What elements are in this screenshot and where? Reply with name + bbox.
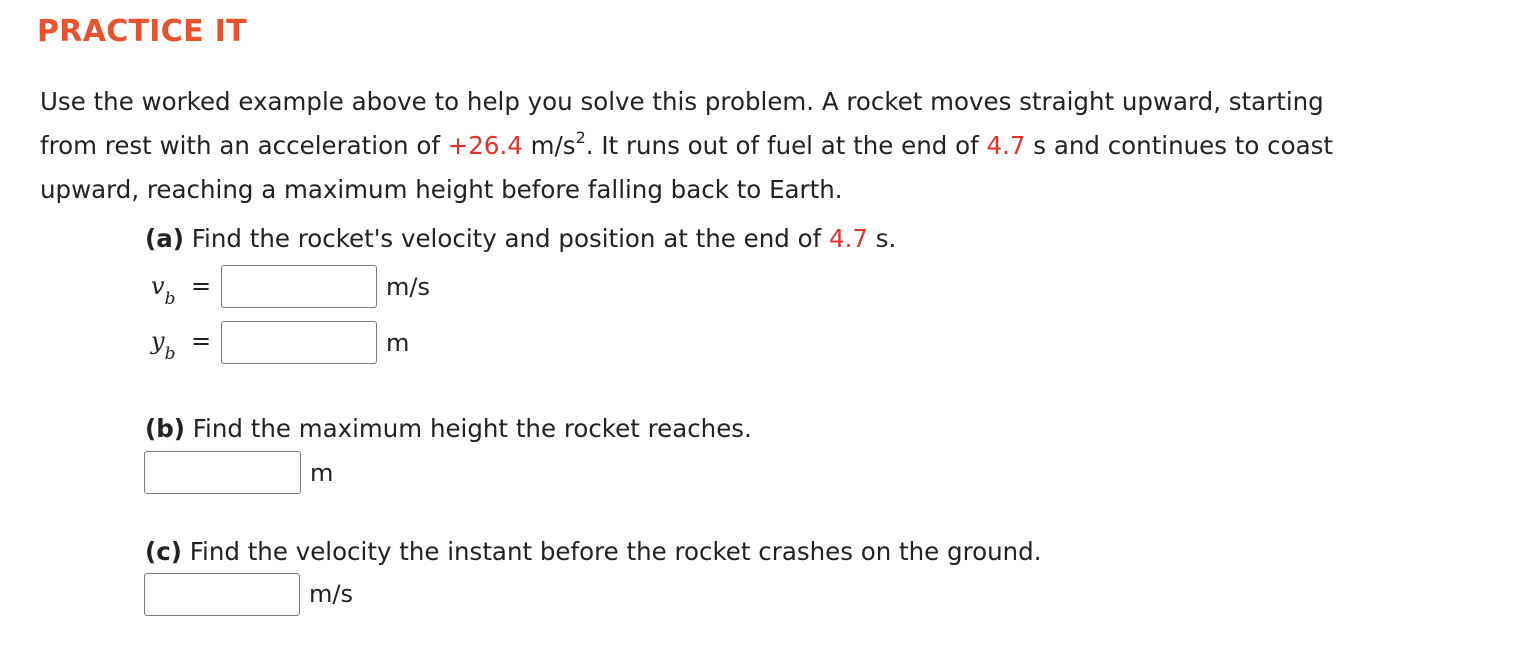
problem-line-1: Use the worked example above to help you solve this problem. A rocket moves straight upward, starting <box>40 87 1324 116</box>
velocity-answer-input[interactable] <box>221 265 377 308</box>
variable-subscript: b <box>164 343 176 364</box>
velocity-variable <box>151 272 176 309</box>
max-height-unit: m <box>310 459 334 487</box>
max-height-answer-input[interactable] <box>144 451 301 494</box>
part-c-label: (c) <box>145 537 182 566</box>
acceleration-value: +26.4 <box>447 131 523 160</box>
problem-text: from rest with an acceleration of <box>40 131 448 160</box>
part-b-text: Find the maximum height the rocket reaches. <box>184 414 752 443</box>
position-variable <box>151 327 176 364</box>
equals-sign: = <box>191 272 212 300</box>
problem-text: s and continues to coast <box>1025 131 1334 160</box>
velocity-unit: m/s <box>386 273 430 301</box>
variable-letter: v <box>151 272 165 300</box>
part-a-text: Find the rocket's velocity and position at the end of <box>183 224 829 253</box>
part-a-question <box>145 224 896 253</box>
part-a-label: (a) <box>145 224 184 253</box>
section-heading: PRACTICE IT <box>37 14 247 49</box>
part-a-time-value: 4.7 <box>828 224 868 253</box>
position-answer-input[interactable] <box>221 321 377 364</box>
crash-velocity-unit: m/s <box>309 580 353 608</box>
part-c-question <box>145 537 1042 566</box>
equals-sign: = <box>191 327 212 355</box>
variable-letter: y <box>151 327 165 355</box>
crash-velocity-answer-input[interactable] <box>144 573 300 616</box>
problem-text: . It runs out of fuel at the end of <box>585 131 987 160</box>
part-b-label: (b) <box>145 414 185 443</box>
position-unit: m <box>386 329 410 357</box>
problem-statement <box>40 80 1500 212</box>
part-a-suffix: s. <box>867 224 897 253</box>
part-c-text: Find the velocity the instant before the rocket crashes on the ground. <box>181 537 1042 566</box>
problem-line-3: upward, reaching a maximum height before falling back to Earth. <box>40 175 843 204</box>
variable-subscript: b <box>164 288 176 309</box>
problem-line-2 <box>40 124 1500 168</box>
acceleration-unit: m/s <box>522 131 576 160</box>
time-value: 4.7 <box>986 131 1026 160</box>
unit-exponent: 2 <box>575 127 586 147</box>
part-b-question <box>145 414 752 443</box>
